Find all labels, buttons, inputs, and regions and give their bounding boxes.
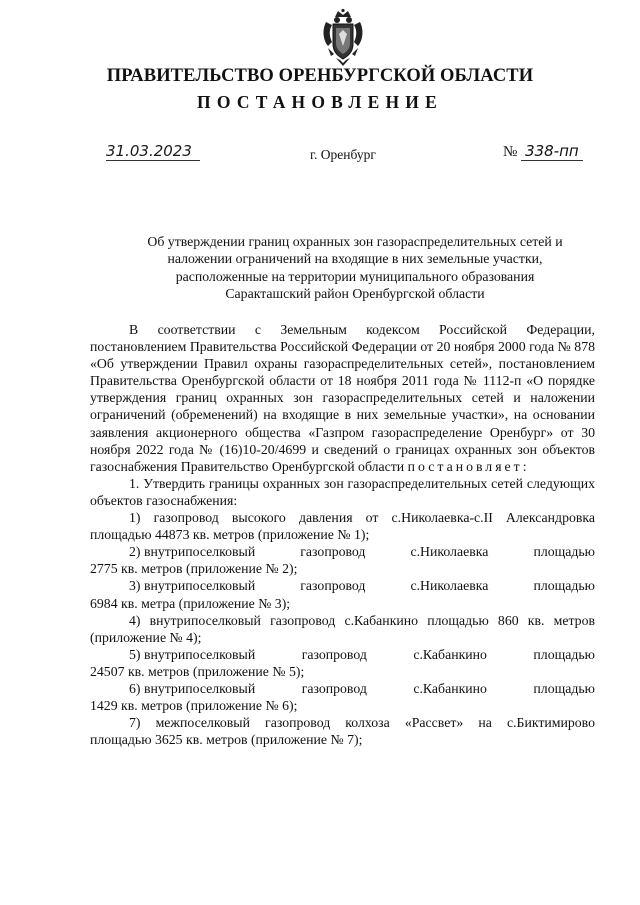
document-subject (120, 233, 590, 302)
subject-line: наложении ограничений на входящие в них земельные участки, (167, 251, 543, 267)
document-body (90, 321, 595, 748)
document-number (503, 142, 583, 161)
list-item: 2) внутрипоселковый газопровод с.Николаевка площадью 2775 кв. метров (приложение № 2); (90, 544, 595, 577)
clause-1: 1. Утвердить границы охранных зон газораспределительных сетей следующих объектов газоснабжения: (90, 475, 595, 508)
subject-line: Об утверждении границ охранных зон газораспределительных сетей и (147, 234, 563, 249)
document-date: 31.03.2023 (106, 142, 200, 161)
number-value: 338-пп (521, 142, 583, 161)
subject-line: Саракташский район Оренбургской области (225, 285, 485, 301)
list-item: 3) внутрипоселковый газопровод с.Николаевка площадью 6984 кв. метра (приложение № 3); (90, 578, 595, 611)
preamble-text: В соответствии с Земельным кодексом Российской Федерации, постановлением Правительства Российской Федерации от 20 ноября 2000 года № 878 «Об утверждении Правил охраны газораспределительных сетей», постановлением Правительства Оренбургской области от 18 ноября 2011 года № 1112-п «О порядке утверждения границ охранных зон газораспределительных сетей и наложении ограничений (обременений) на входящие в них земельные участки», на основании заявления акционерного общества «Газпром газораспределение Оренбург» от 30 ноября 2022 года № (16)10-20/4699 и сведений о границах охранных зон объектов газоснабжения Правительство Оренбургской области (90, 322, 595, 474)
list-item: 4) внутрипоселковый газопровод с.Кабанкино площадью 860 кв. метров (приложение № 4); (90, 612, 595, 645)
number-sign: № (503, 144, 518, 160)
document-type: ПОСТАНОВЛЕНИЕ (197, 92, 443, 112)
list-item: 7) межпоселковый газопровод колхоза «Рассвет» на с.Биктимирово площадью 3625 кв. метров (приложение № 7); (90, 715, 595, 748)
coat-of-arms-icon (318, 8, 368, 68)
list-item: 5) внутрипоселковый газопровод с.Кабанкино площадью 24507 кв. метров (приложение № 5); (90, 646, 595, 679)
list-item: 1) газопровод высокого давления от с.Николаевка-с.II Александровка площадью 44873 кв. метров (приложение № 1); (90, 510, 595, 543)
preamble-paragraph (90, 321, 595, 475)
list-item: 6) внутрипоселковый газопровод с.Кабанкино площадью 1429 кв. метров (приложение № 6); (90, 680, 595, 714)
government-title: ПРАВИТЕЛЬСТВО ОРЕНБУРГСКОЙ ОБЛАСТИ (106, 66, 534, 86)
document-city: г. Оренбург (310, 147, 376, 162)
subject-line: расположенные на территории муниципального образования (175, 268, 535, 284)
resolves-word: постановляет: (407, 458, 530, 474)
